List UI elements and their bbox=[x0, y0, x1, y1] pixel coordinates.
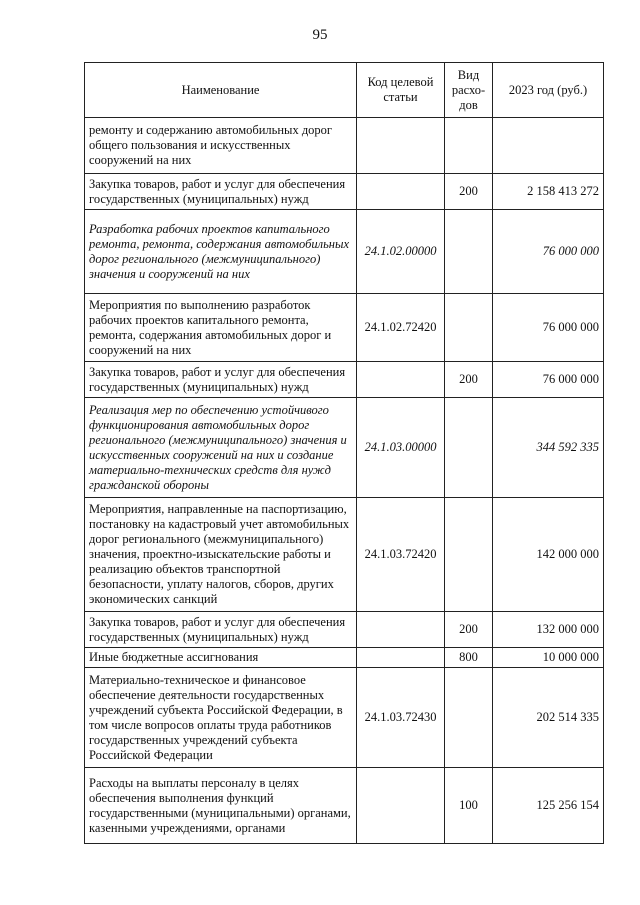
row-name-cell: Разработка рабочих проектов капитального ремонта, ремонта, содержания автомобильных дорог регионального (межмуниципального) значения и сооружений на них bbox=[85, 210, 357, 294]
row-name-cell: Закупка товаров, работ и услуг для обеспечения государственных (муниципальных) нужд bbox=[85, 362, 357, 398]
table-row bbox=[85, 612, 604, 648]
row-name-cell: Мероприятия, направленные на паспортизацию, постановку на кадастровый учет автомобильных дорог регионального (межмуниципального) значения, проектно-изыскательские работы и реализацию объектов транспортной безопасности, уплату налогов, сборов, других экономических санкций bbox=[85, 498, 357, 612]
row-amount-cell: 76 000 000 bbox=[493, 362, 604, 398]
row-kind-cell bbox=[445, 398, 493, 498]
row-kind-cell: 200 bbox=[445, 174, 493, 210]
row-code-cell bbox=[357, 768, 445, 844]
table-row bbox=[85, 648, 604, 668]
table-row bbox=[85, 118, 604, 174]
row-code-cell: 24.1.03.00000 bbox=[357, 398, 445, 498]
row-name-cell: Расходы на выплаты персоналу в целях обеспечения выполнения функций государственными (муниципальными) органами, казенными учреждениями, органами bbox=[85, 768, 357, 844]
row-code-cell bbox=[357, 612, 445, 648]
row-kind-cell: 800 bbox=[445, 648, 493, 668]
row-kind-cell bbox=[445, 118, 493, 174]
row-name-cell: Мероприятия по выполнению разработок рабочих проектов капитального ремонта, ремонта, содержания автомобильных дорог и сооружений на них bbox=[85, 294, 357, 362]
row-code-cell bbox=[357, 648, 445, 668]
row-amount-cell: 76 000 000 bbox=[493, 210, 604, 294]
table-body bbox=[85, 118, 604, 844]
table-row bbox=[85, 210, 604, 294]
row-name-cell: Закупка товаров, работ и услуг для обеспечения государственных (муниципальных) нужд bbox=[85, 612, 357, 648]
row-amount-cell: 202 514 335 bbox=[493, 668, 604, 768]
table-row bbox=[85, 768, 604, 844]
table-row bbox=[85, 498, 604, 612]
page-number: 95 bbox=[312, 27, 328, 43]
row-kind-cell bbox=[445, 294, 493, 362]
row-kind-cell bbox=[445, 210, 493, 294]
row-amount-cell: 2 158 413 272 bbox=[493, 174, 604, 210]
row-amount-cell: 344 592 335 bbox=[493, 398, 604, 498]
table-row bbox=[85, 174, 604, 210]
row-amount-cell: 10 000 000 bbox=[493, 648, 604, 668]
row-name-cell: Материально-техническое и финансовое обеспечение деятельности государственных учреждений субъекта Российской Федерации, в том числе вопросов оплаты труда работников государственных учреждений субъекта Российской Федерации bbox=[85, 668, 357, 768]
row-code-cell bbox=[357, 174, 445, 210]
row-name-cell: Реализация мер по обеспечению устойчивого функционирования автомобильных дорог регионального (межмуниципального) значения и искусственных сооружений на них и создание материально-технических средств для нужд гражданской обороны bbox=[85, 398, 357, 498]
row-code-cell bbox=[357, 362, 445, 398]
row-name-cell: Иные бюджетные ассигнования bbox=[85, 648, 357, 668]
row-kind-cell: 200 bbox=[445, 362, 493, 398]
row-code-cell: 24.1.02.72420 bbox=[357, 294, 445, 362]
row-amount-cell: 132 000 000 bbox=[493, 612, 604, 648]
header-name: Наименование bbox=[85, 63, 357, 118]
row-amount-cell bbox=[493, 118, 604, 174]
row-name-cell: ремонту и содержанию автомобильных дорог общего пользования и искусственных сооружений на них bbox=[85, 118, 357, 174]
header-code: Код целевой статьи bbox=[357, 63, 445, 118]
row-kind-cell bbox=[445, 668, 493, 768]
row-code-cell: 24.1.03.72430 bbox=[357, 668, 445, 768]
row-code-cell: 24.1.03.72420 bbox=[357, 498, 445, 612]
row-amount-cell: 125 256 154 bbox=[493, 768, 604, 844]
table-row bbox=[85, 398, 604, 498]
row-amount-cell: 142 000 000 bbox=[493, 498, 604, 612]
header-year: 2023 год (руб.) bbox=[493, 63, 604, 118]
table-row bbox=[85, 294, 604, 362]
row-code-cell: 24.1.02.00000 bbox=[357, 210, 445, 294]
table-row bbox=[85, 668, 604, 768]
row-kind-cell: 100 bbox=[445, 768, 493, 844]
budget-table bbox=[84, 62, 604, 844]
row-kind-cell bbox=[445, 498, 493, 612]
row-code-cell bbox=[357, 118, 445, 174]
header-kind: Вид расхо-дов bbox=[445, 63, 493, 118]
table-header-row bbox=[85, 63, 604, 118]
table-row bbox=[85, 362, 604, 398]
row-kind-cell: 200 bbox=[445, 612, 493, 648]
row-amount-cell: 76 000 000 bbox=[493, 294, 604, 362]
row-name-cell: Закупка товаров, работ и услуг для обеспечения государственных (муниципальных) нужд bbox=[85, 174, 357, 210]
